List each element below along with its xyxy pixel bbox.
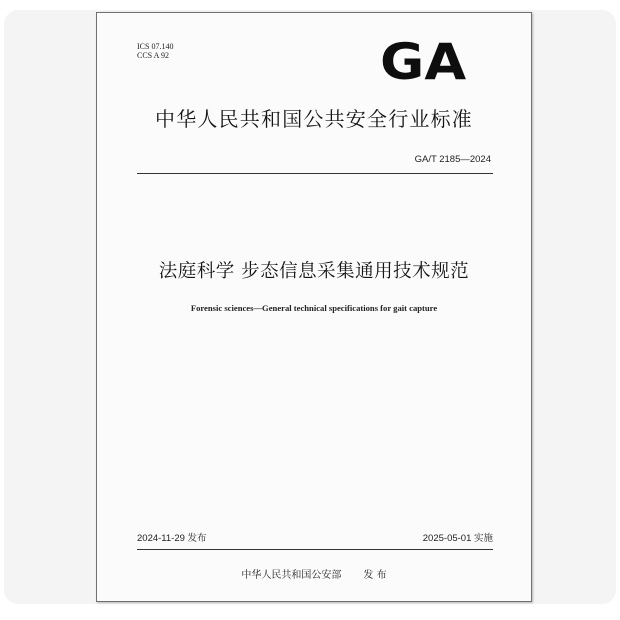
ga-logo: GA	[380, 33, 467, 91]
issuer-action: 发 布	[363, 570, 387, 581]
header-divider	[137, 173, 493, 174]
classification-codes	[137, 42, 173, 60]
title-chinese: 法庭科学 步态信息采集通用技术规范	[158, 261, 470, 282]
publish-date: 2024-11-29 发布	[137, 533, 207, 544]
issuer-line	[97, 566, 531, 581]
title-english: Forensic sciences—General technical specifications for gait capture	[190, 303, 438, 313]
effective-date: 2025-05-01 实施	[422, 533, 493, 544]
standard-cover-page	[96, 12, 532, 602]
standard-number: GA/T 2185—2024	[414, 154, 491, 165]
ccs-code: CCS A 92	[137, 51, 170, 60]
ics-code: ICS 07.140	[137, 42, 174, 51]
industry-standard-title: 中华人民共和国公共安全行业标准	[155, 107, 473, 131]
footer-divider	[137, 549, 493, 550]
issuer-name: 中华人民共和国公安部	[241, 570, 342, 581]
